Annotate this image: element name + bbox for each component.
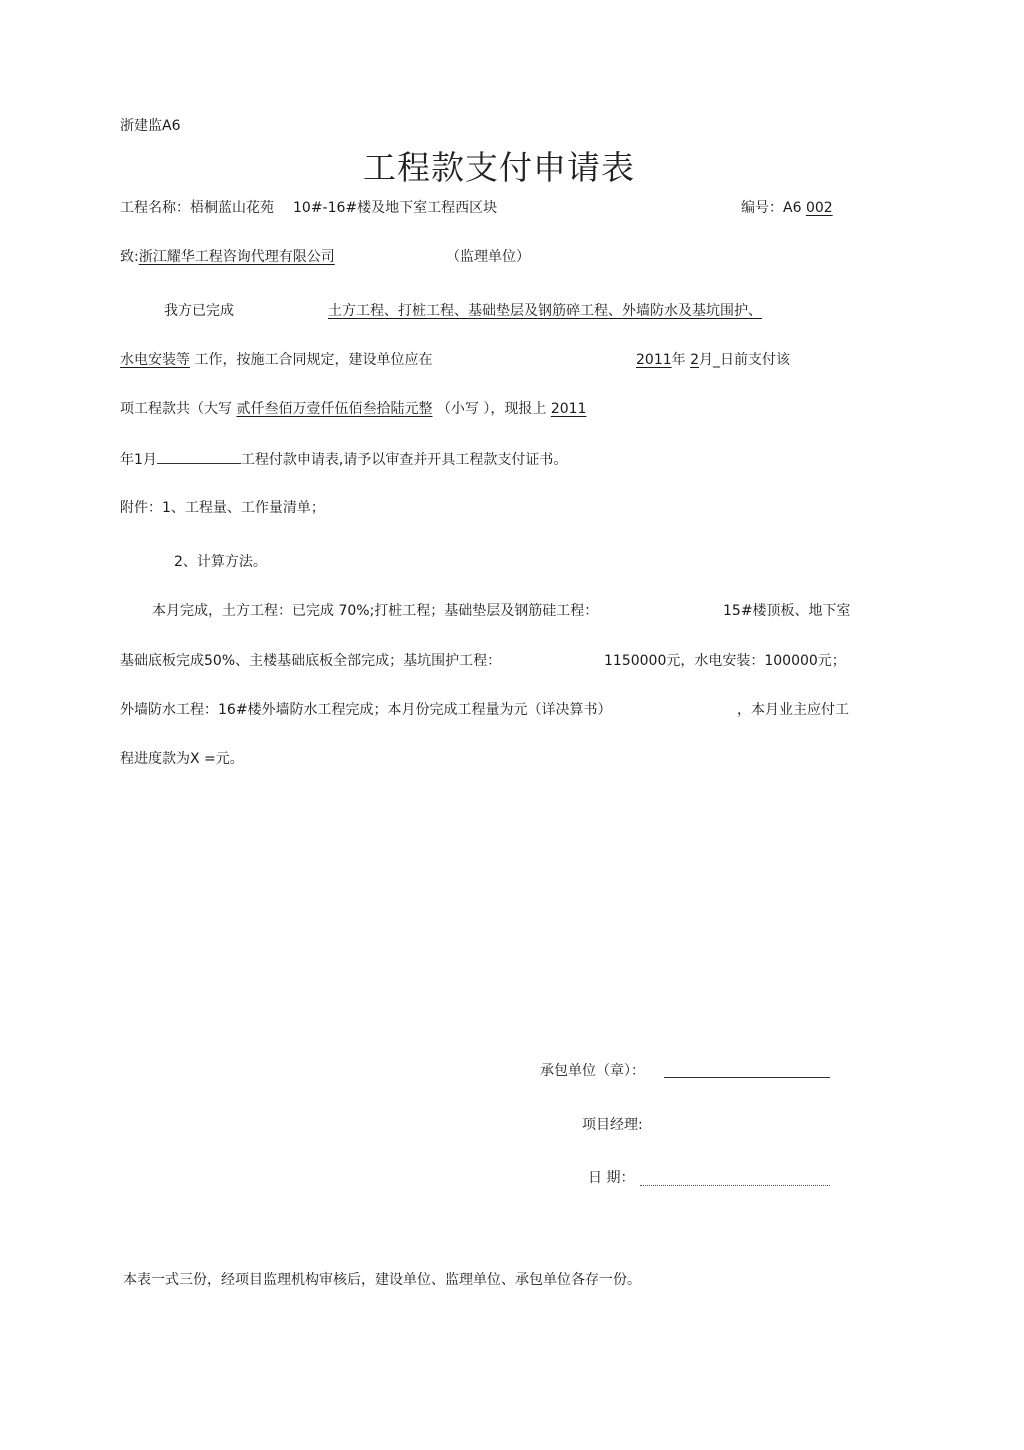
addressee-line [120,247,335,267]
report-month: 年1月 [120,452,157,468]
attachment-1: 附件：1、工程量、工作量清单； [120,500,325,516]
calc-line-1a: 本月完成，土方工程：已完成 70%;打桩工程；基础垫层及钢筋硅工程： [152,603,599,619]
form-code: 浙建监A6 [120,118,181,134]
due-tail: 月_日前支付该 [699,352,791,368]
amount-in-words: 贰仟叁佰万壹仟伍佰叁拾陆元整 [236,401,433,417]
body-work-tail: 水电安装等 [120,352,190,368]
body-contract-text: 工作，按施工合同规定，建设单位应在 [194,352,433,368]
calc-line-1b: 15#楼顶板、地下室 [723,603,851,619]
due-year: 2011 [636,352,672,368]
body-work-list: 土方工程、打桩工程、基础垫层及钢筋碎工程、外墙防水及基坑围护、 [328,303,762,319]
serial-value: 002 [805,200,833,216]
calc-line-4: 程进度款为X =元。 [120,751,244,767]
body-line-2 [120,350,432,370]
request-text: 工程付款申请表,请予以审查并开具工程款支付证书。 [240,452,568,468]
body-line-3 [120,399,586,419]
due-month: 2 [690,352,700,368]
project-value: 10#-16#楼及地下室工程西区块 [293,200,498,216]
calc-line-3a: 外墙防水工程：16#楼外墙防水工程完成；本月份完成工程量为元（详决算书） [120,702,612,718]
attachment-2: 2、计算方法。 [174,554,267,570]
date-label: 日 期： [588,1170,635,1186]
payment-due-date [636,350,790,370]
serial-number [741,198,833,218]
contractor-signature-line [664,1077,830,1078]
calc-line-3b: ，本月业主应付工 [737,702,849,718]
contractor-label: 承包单位（章）： [540,1063,645,1079]
addressee-role: （监理单位） [446,249,530,265]
page-title: 工程款支付申请表 [363,148,635,187]
due-year-unit: 年 [671,352,686,368]
addressee-company: 浙江耀华工程咨询代理有限公司 [138,249,335,265]
calc-line-2b: 1150000元，水电安装：100000元； [604,653,846,669]
project-label: 工程名称：梧桐蓝山花苑 [120,200,274,216]
body-line-4 [120,449,567,470]
report-year: 2011 [550,401,587,417]
amount-prefix: 项工程款共（大写 [120,401,232,417]
date-line [640,1185,830,1186]
body-prefix: 我方已完成 [164,303,234,319]
addressee-prefix: 致: [120,249,139,265]
manager-label: 项目经理: [582,1117,643,1133]
calc-line-2a: 基础底板完成50%、主楼基础底板全部完成；基坑围护工程： [120,653,502,669]
report-month-blank [157,449,241,464]
amount-mid: （小写 ），现报上 [436,401,547,417]
footer-note: 本表一式三份，经项目监理机构审核后，建设单位、监理单位、承包单位各存一份。 [123,1272,641,1288]
serial-label: 编号：A6 [741,200,802,216]
